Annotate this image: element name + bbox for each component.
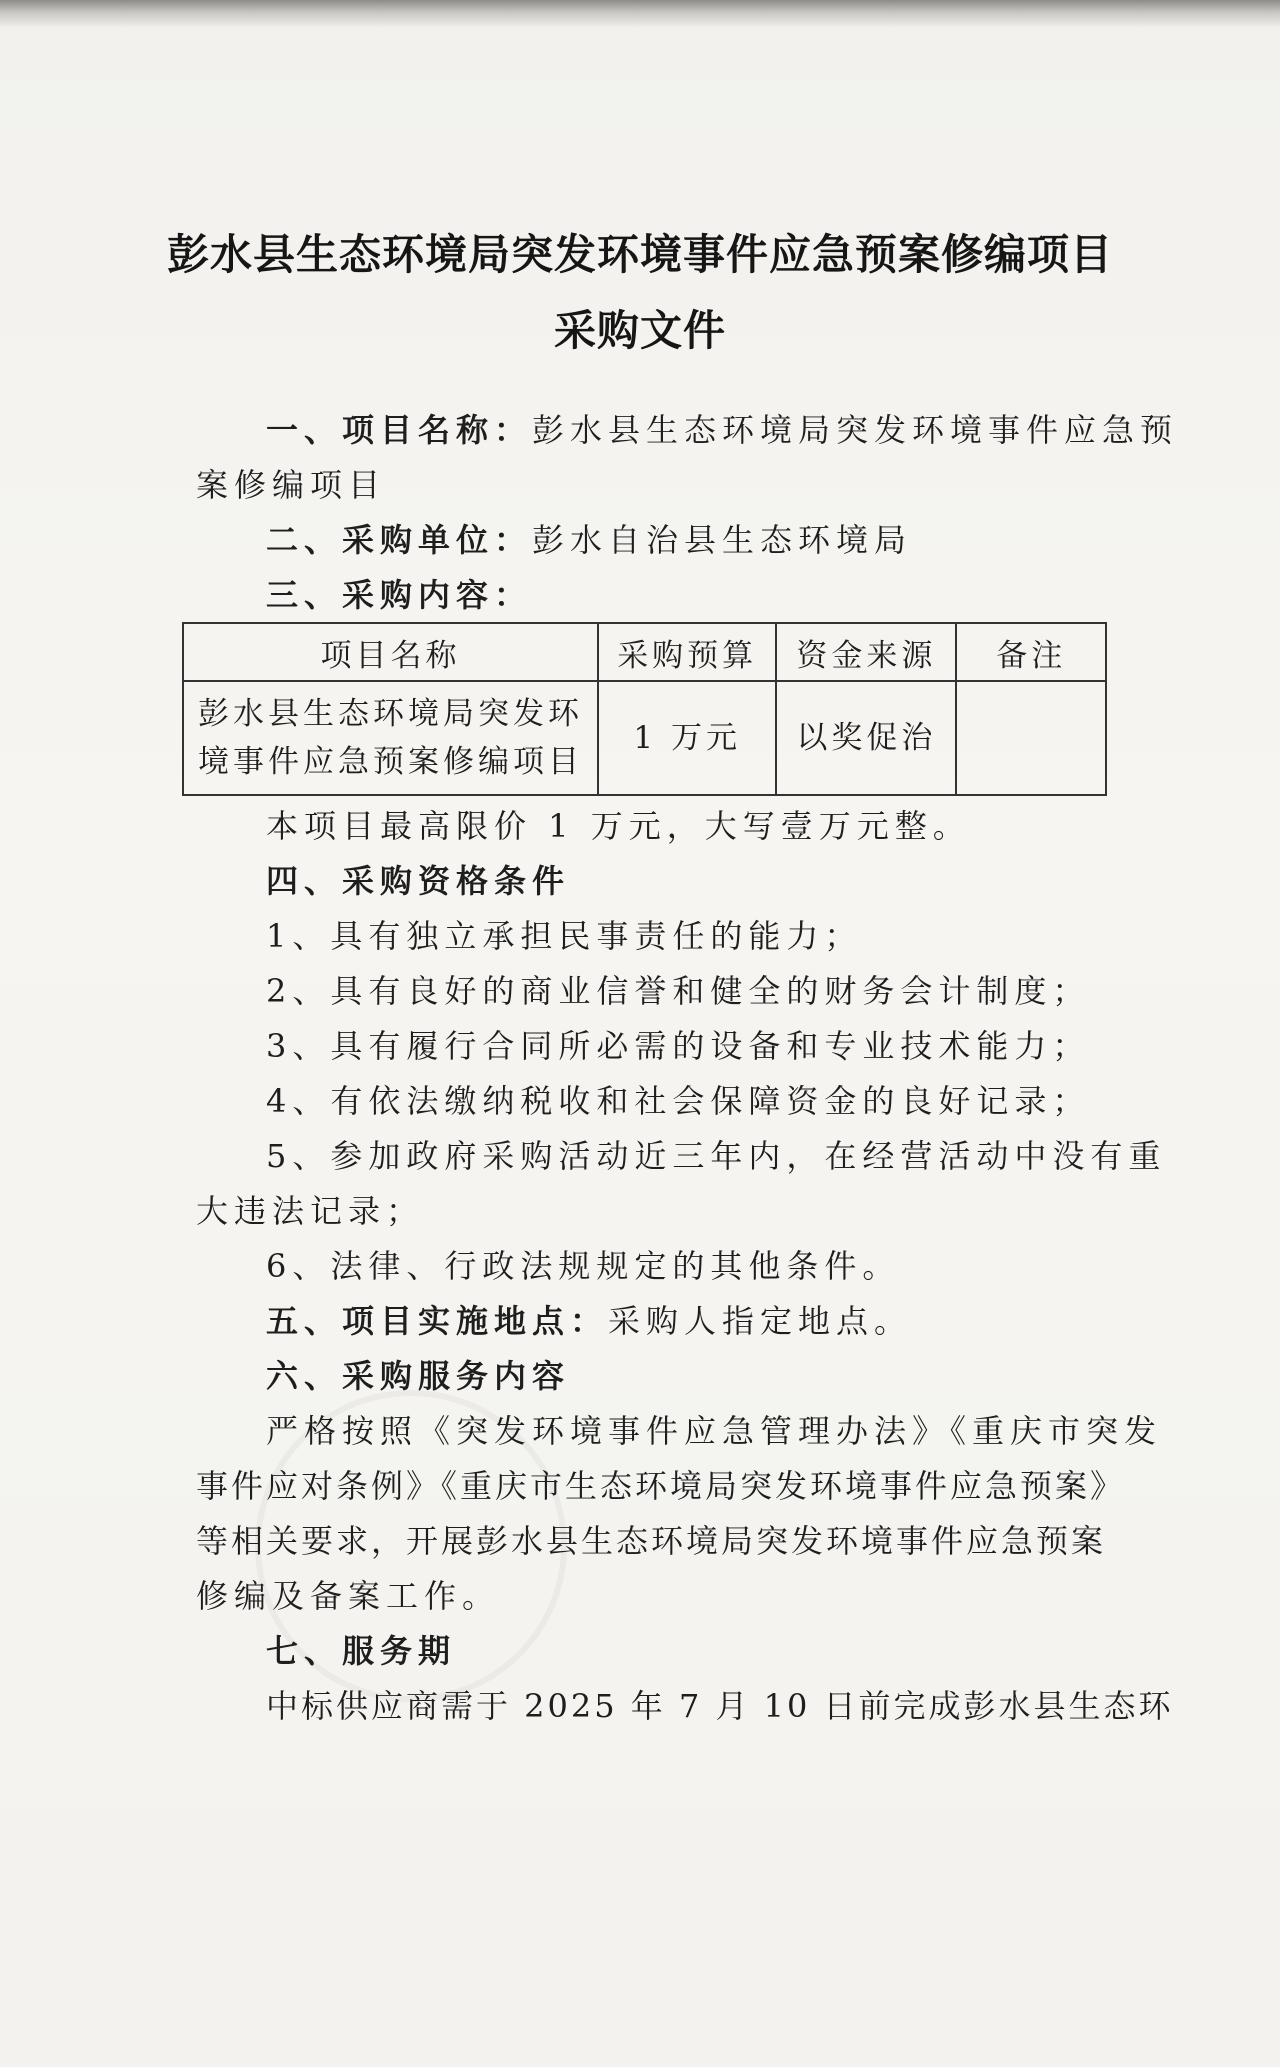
section-1-label: 一、项目名称： — [266, 411, 533, 449]
table-header-source: 资金来源 — [776, 623, 956, 681]
section-7-label: 七、服务期 — [266, 1632, 457, 1670]
service-content-line: 修编及备案工作。 — [196, 1577, 501, 1615]
table-header-row — [183, 623, 1106, 681]
table-header-budget: 采购预算 — [598, 623, 776, 681]
table-cell-name-line2: 境事件应急预案修编项目 — [198, 744, 584, 780]
document-subtitle: 采购文件 — [553, 306, 726, 355]
table-header-note: 备注 — [956, 623, 1106, 681]
table-cell-source: 以奖促治 — [776, 681, 956, 795]
section-1-value: 彭水县生态环境局突发环境事件应急预 — [532, 411, 1179, 449]
qualification-item: 4、有依法缴纳税收和社会保障资金的良好记录； — [266, 1082, 1091, 1120]
qualification-item-cont: 大违法记录； — [196, 1192, 425, 1230]
section-4-label: 四、采购资格条件 — [266, 862, 571, 900]
document-title: 彭水县生态环境局突发环境事件应急预案修编项目 — [166, 230, 1113, 279]
section-5-value: 采购人指定地点。 — [608, 1302, 913, 1340]
section-2-value: 彭水自治县生态环境局 — [532, 521, 913, 559]
procurement-table — [182, 622, 1107, 796]
service-period-line: 中标供应商需于 2025 年 7 月 10 日前完成彭水县生态环 — [266, 1687, 1174, 1725]
qualification-item: 6、法律、行政法规规定的其他条件。 — [266, 1247, 901, 1285]
qualification-item: 3、具有履行合同所必需的设备和专业技术能力； — [266, 1027, 1091, 1065]
section-3-label: 三、采购内容： — [266, 576, 533, 614]
qualification-item: 1、具有独立承担民事责任的能力； — [266, 917, 863, 955]
table-cell-note — [956, 681, 1106, 795]
table-row — [183, 681, 1106, 795]
table-cell-name-line1: 彭水县生态环境局突发环 — [198, 696, 584, 732]
service-content-line: 严格按照《突发环境事件应急管理办法》《重庆市突发 — [266, 1412, 1163, 1450]
service-content-line: 等相关要求，开展彭水县生态环境局突发环境事件应急预案 — [196, 1522, 1107, 1560]
section-2 — [266, 520, 1166, 560]
section-1-value-cont: 案修编项目 — [196, 466, 387, 504]
section-5 — [266, 1301, 1166, 1341]
service-content-line: 事件应对条例》《重庆市生态环境局突发环境事件应急预案》 — [196, 1467, 1126, 1505]
section-5-label: 五、项目实施地点： — [266, 1302, 609, 1340]
section-1 — [266, 410, 1179, 450]
table-cell-budget: 1 万元 — [598, 681, 776, 795]
qualification-item: 5、参加政府采购活动近三年内，在经营活动中没有重 — [266, 1137, 1167, 1175]
scan-edge-shadow — [0, 0, 1280, 28]
table-header-name: 项目名称 — [183, 623, 598, 681]
qualification-item: 2、具有良好的商业信誉和健全的财务会计制度； — [266, 972, 1091, 1010]
table-cell-name — [183, 681, 598, 795]
section-2-label: 二、采购单位： — [266, 521, 533, 559]
section-6-label: 六、采购服务内容 — [266, 1357, 571, 1395]
price-note: 本项目最高限价 1 万元，大写壹万元整。 — [266, 807, 971, 845]
